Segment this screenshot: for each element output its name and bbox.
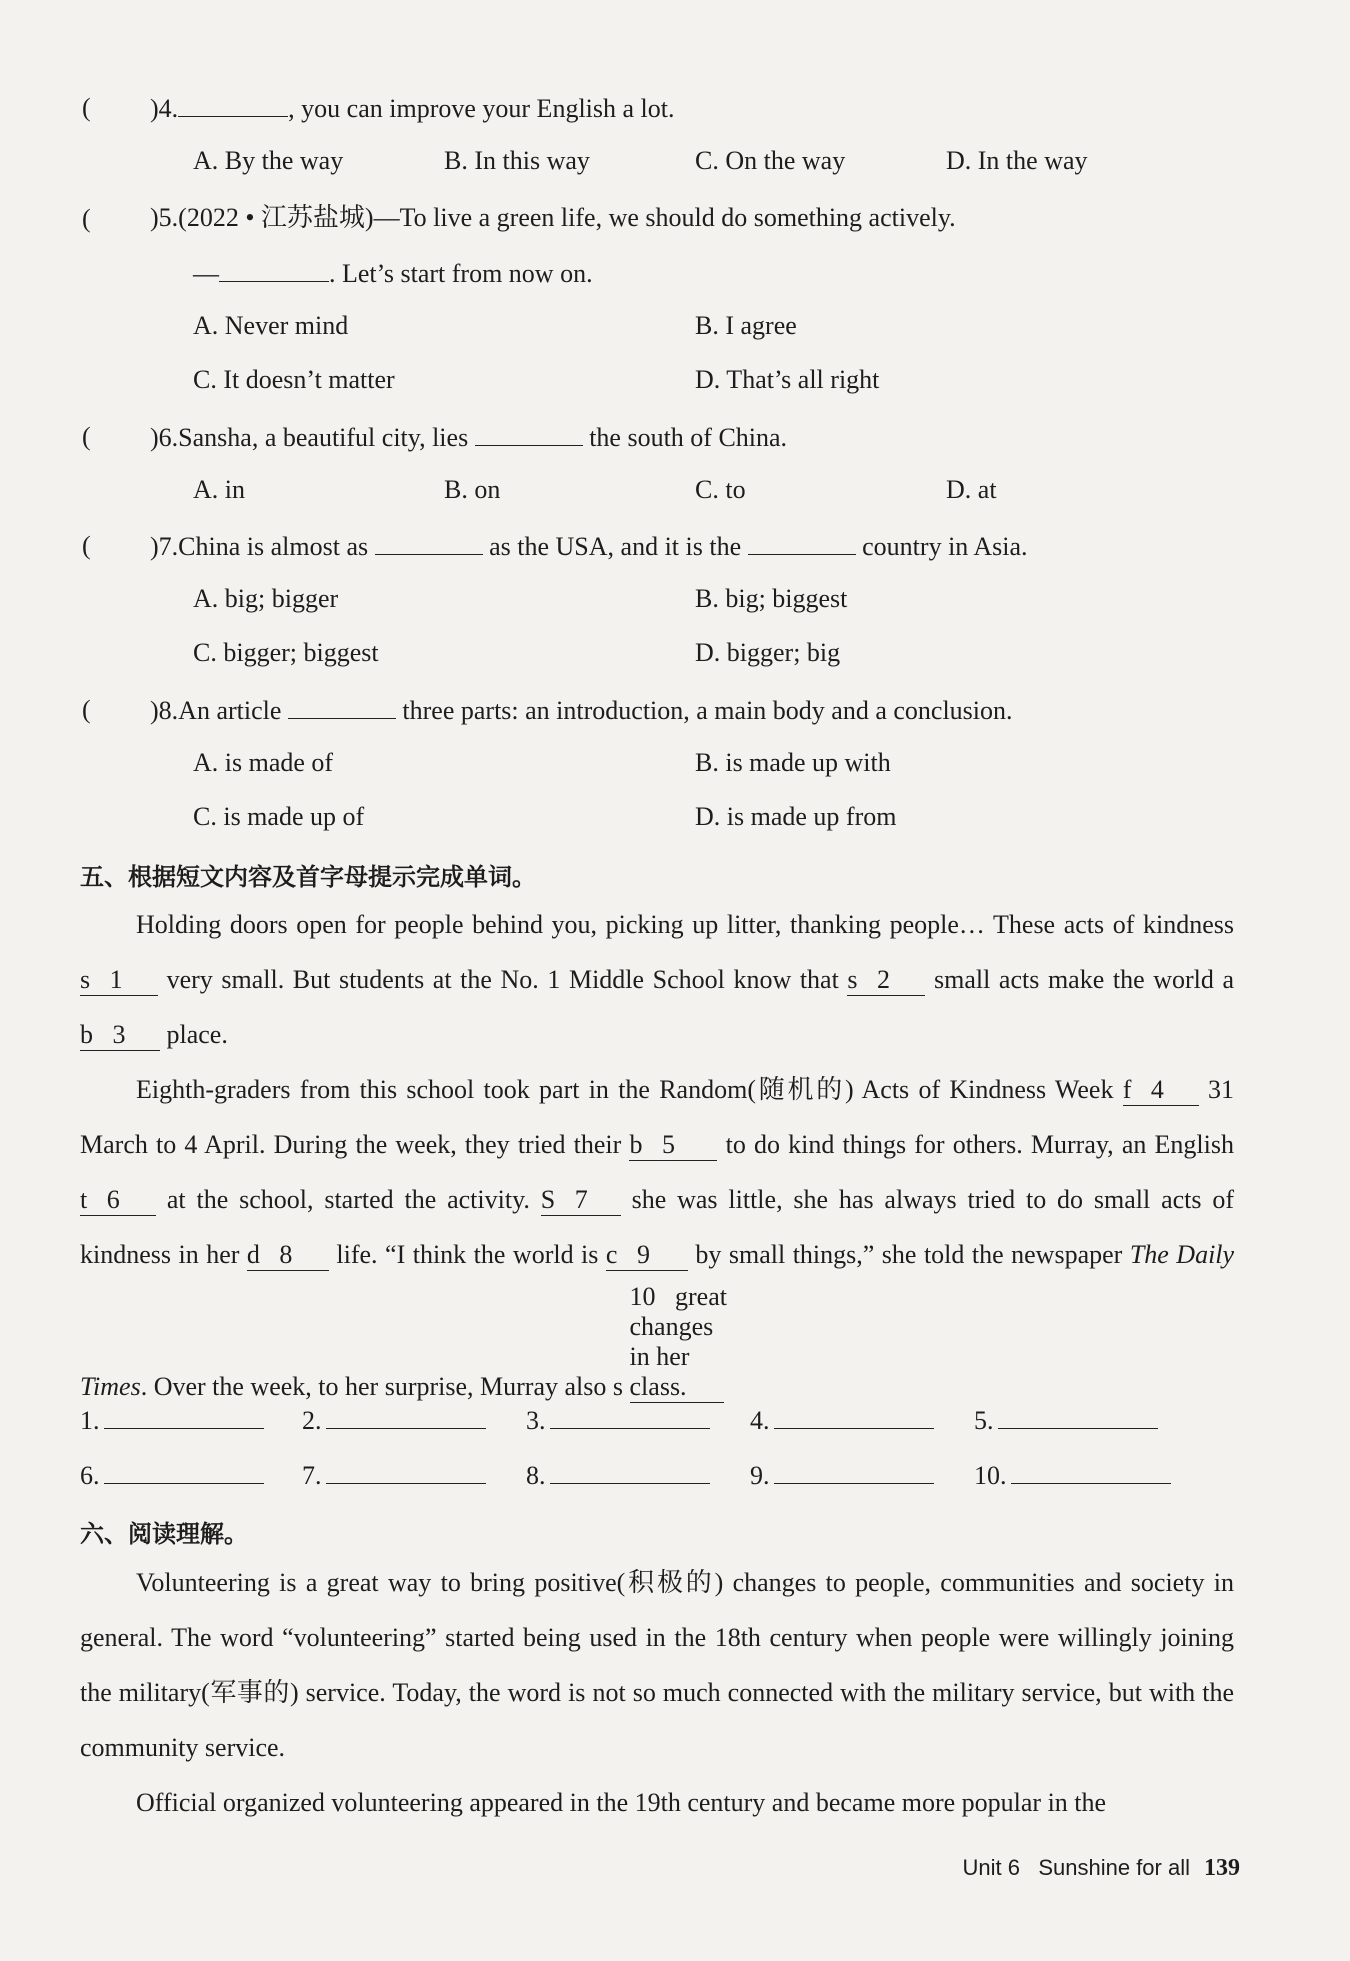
hint-blank-6: t 6: [80, 1185, 156, 1216]
section-6-title: 六、阅读理解。: [80, 1520, 248, 1548]
hint-blank-3: b 3: [80, 1020, 160, 1051]
option-d: D. bigger; big: [695, 638, 841, 667]
hint-blank-5: b 5: [629, 1130, 717, 1161]
option-b: B. big; biggest: [695, 584, 848, 613]
answer-line-1[interactable]: 1.: [80, 1404, 264, 1436]
unit-label: Unit 6: [962, 1855, 1020, 1880]
question-text: (2022 • 江苏盐城)—To live a green life, we should do something actively.: [178, 203, 956, 232]
answer-line-6[interactable]: 6.: [80, 1459, 264, 1491]
option-b: B. on: [444, 475, 501, 504]
page-number: 139: [1204, 1855, 1240, 1881]
question-text: country in Asia.: [862, 532, 1028, 561]
question-4: [150, 90, 675, 126]
option-a: A. Never mind: [193, 311, 349, 340]
option-d: D. That’s all right: [695, 365, 880, 394]
answer-paren: (: [82, 422, 91, 451]
question-number: )8.: [150, 696, 179, 725]
question-6: [150, 419, 787, 455]
question-number: )4.: [150, 94, 179, 123]
option-c: C. is made up of: [193, 802, 365, 831]
answer-paren: (: [82, 93, 91, 122]
blank: [748, 528, 856, 555]
question-text: An article: [178, 696, 282, 725]
option-a: A. is made of: [193, 748, 334, 777]
section-5-paragraph-2: Eighth-graders from this school took part in the Random(随机的) Acts of Kindness Week f 4 31 March to 4 April. During the week, they tried their b 5 to do kind things for others. Murray, an English t 6 at the school, started the activity. S 7 she was little, she has always tried to do small acts of kindness in her d 8 life. “I think the world is c 9 by small things,” she told the newspaper The Daily Times. Over the week, to her surprise, Murray also s 10 great changes in her class.: [80, 1075, 1235, 1401]
page-footer: [963, 1855, 1240, 1882]
newspaper-title: The Daily Times: [80, 1240, 1235, 1401]
question-text: , you can improve your English a lot.: [288, 94, 675, 123]
answer-line-5[interactable]: 5.: [974, 1404, 1158, 1436]
option-c: C. bigger; biggest: [193, 638, 379, 667]
answer-paren: (: [82, 531, 91, 560]
answer-paren: (: [82, 695, 91, 724]
hint-blank-7: S 7: [541, 1185, 621, 1216]
answer-line-10[interactable]: 10.: [974, 1459, 1171, 1491]
option-b: B. In this way: [444, 146, 590, 175]
option-b: B. is made up with: [695, 748, 891, 777]
answer-paren: (: [82, 204, 91, 233]
question-text: the south of China.: [589, 423, 788, 452]
answer-line-8[interactable]: 8.: [526, 1459, 710, 1491]
answer-line-4[interactable]: 4.: [750, 1404, 934, 1436]
option-c: C. On the way: [695, 146, 846, 175]
option-a: A. in: [193, 475, 245, 504]
question-8: [150, 692, 1013, 728]
unit-title: Sunshine for all: [1038, 1855, 1190, 1880]
answer-line-7[interactable]: 7.: [302, 1459, 486, 1491]
hint-blank-1: s 1: [80, 965, 158, 996]
question-7: [150, 528, 1028, 564]
section-5-paragraph-1: Holding doors open for people behind you, picking up litter, thanking people… These acts of kindness s 1 very small. But students at the No. 1 Middle School know that s 2 small acts make the world a b 3 place.: [80, 910, 1234, 1049]
blank: [178, 90, 288, 117]
answer-line-3[interactable]: 3.: [526, 1404, 710, 1436]
option-b: B. I agree: [695, 311, 797, 340]
section-6-paragraph-1: Volunteering is a great way to bring positive(积极的) changes to people, communities and society in general. The word “volunteering” started being used in the 18th century when people were willingly joining the military(军事的) service. Today, the word is not so much connected with the military service, but with the community service.: [80, 1568, 1234, 1762]
answer-line-9[interactable]: 9.: [750, 1459, 934, 1491]
section-5-title: 五、根据短文内容及首字母提示完成单词。: [80, 863, 536, 891]
question-5-response: [193, 255, 593, 291]
question-number: )7.: [150, 532, 179, 561]
question-text: . Let’s start from now on.: [329, 259, 593, 288]
option-d: D. at: [946, 475, 997, 504]
blank: [375, 528, 483, 555]
option-c: C. to: [695, 475, 746, 504]
question-5: [150, 201, 956, 235]
hint-blank-10: 10 great changes in her class.: [629, 1282, 727, 1401]
hint-blank-8: d 8: [247, 1240, 329, 1271]
option-d: D. In the way: [946, 146, 1088, 175]
option-c: C. It doesn’t matter: [193, 365, 395, 394]
blank: [219, 255, 329, 282]
question-text: Sansha, a beautiful city, lies: [178, 423, 469, 452]
answer-line-2[interactable]: 2.: [302, 1404, 486, 1436]
blank: [288, 692, 396, 719]
section-6-paragraph-2: Official organized volunteering appeared in the 19th century and became more popular in the: [136, 1788, 1107, 1817]
question-text: China is almost as: [178, 532, 369, 561]
question-number: )6.: [150, 423, 179, 452]
option-a: A. big; bigger: [193, 584, 339, 613]
option-d: D. is made up from: [695, 802, 897, 831]
hint-blank-9: c 9: [606, 1240, 688, 1271]
blank: [475, 419, 583, 446]
question-number: )5.: [150, 203, 179, 232]
hint-blank-2: s 2: [847, 965, 925, 996]
dash: —: [193, 259, 219, 288]
question-text: as the USA, and it is the: [489, 532, 742, 561]
option-a: A. By the way: [193, 146, 344, 175]
hint-blank-4: f 4: [1123, 1075, 1199, 1106]
question-text: three parts: an introduction, a main body and a conclusion.: [402, 696, 1013, 725]
